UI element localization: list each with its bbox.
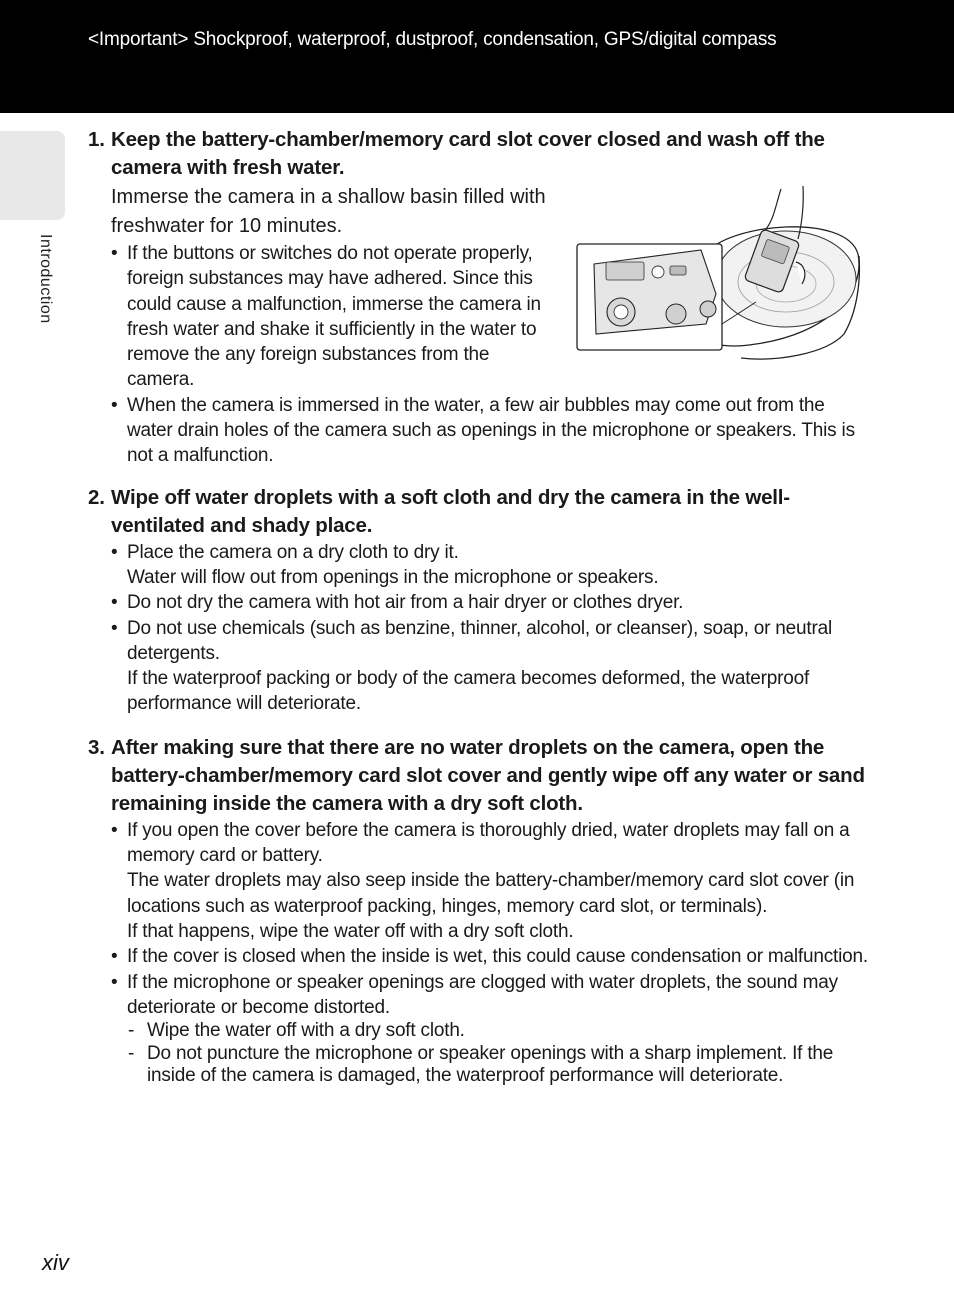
bullet-item: [111, 616, 868, 717]
step-3-bullets: [88, 818, 868, 1088]
step-number: 2.: [88, 485, 105, 509]
step-heading-text: Keep the battery-chamber/memory card slot cover closed and wash off the camera with fresh water.: [111, 128, 825, 179]
section-tab-label: Introduction: [37, 234, 54, 324]
header-title: <Important> Shockproof, waterproof, dustproof, condensation, GPS/digital compass: [88, 29, 777, 50]
step-3: [88, 734, 868, 1088]
step-heading-text: After making sure that there are no water droplets on the camera, open the battery-chamber/memory card slot cover and gently wipe off any water or sand remaining inside the camera with a dry soft cloth.: [111, 735, 865, 815]
bullet-note: Water will flow out from openings in the microphone or speakers.: [127, 566, 659, 588]
bullet-text: • If you open the cover before the camera is thoroughly dried, water droplets may fall on a memory card or battery.: [127, 819, 850, 867]
bullet-item: [111, 970, 868, 1088]
bullet-text: • Place the camera on a dry cloth to dry it.: [127, 541, 459, 563]
step-number: 3.: [88, 735, 105, 759]
page-content: [88, 126, 868, 1088]
step-3-heading: [88, 734, 868, 818]
camera-washing-illustration-icon: [576, 184, 866, 364]
step-1: [88, 126, 868, 469]
bullet-item: [111, 944, 868, 969]
section-tab: [0, 131, 65, 220]
bullet-text: If the cover is closed when the inside is wet, this could cause condensation or malfunction.: [127, 946, 868, 968]
sub-list-item: - Do not puncture the microphone or speaker openings with a sharp implement. If the inside of the camera is damaged, the waterproof performance will deteriorate.: [127, 1043, 868, 1088]
step-2-heading: [88, 484, 868, 540]
bullet-text: If the buttons or switches do not operate properly, foreign substances may have adhered. Since this could cause a malfunction, immerse the camera in fresh water and shake it sufficiently in the water to remove the any foreign substances from the camera.: [127, 243, 541, 391]
step-1-intro: Immerse the camera in a shallow basin filled with freshwater for 10 minutes.: [111, 186, 546, 237]
step-heading-text: Wipe off water droplets with a soft cloth and dry the camera in the well-ventilated and shady place.: [111, 485, 790, 537]
bullet-text: When the camera is immersed in the water, a few air bubbles may come out from the water drain holes of the camera such as openings in the microphone or speakers. This is not a malfunction.: [127, 394, 855, 467]
bullet-item: [111, 540, 868, 591]
page-header: [0, 0, 954, 113]
sub-list-item: - Wipe the water off with a dry soft cloth.: [127, 1020, 868, 1043]
bullet-item: [111, 241, 551, 393]
step-1-heading: [88, 126, 868, 182]
bullet-item: [111, 393, 868, 469]
step-2: [88, 484, 868, 717]
sub-list: [127, 1020, 868, 1088]
bullet-note: If the waterproof packing or body of the camera becomes deformed, the waterproof performance will deteriorate.: [127, 668, 810, 715]
page-number: xiv: [42, 1250, 69, 1275]
bullet-item: [111, 818, 868, 944]
bullet-text: • If the microphone or speaker openings are clogged with water droplets, the sound may deteriorate or become distorted.: [127, 971, 838, 1018]
step-number: 1.: [88, 128, 105, 151]
step-2-bullets: [88, 540, 868, 717]
bullet-text: Do not dry the camera with hot air from a hair dryer or clothes dryer.: [127, 592, 684, 614]
bullet-note: The water droplets may also seep inside the battery-chamber/memory card slot cover (in locations such as waterproof packing, hinges, memory card slot, or terminals).: [127, 870, 855, 917]
bullet-note: If that happens, wipe the water off with a dry soft cloth.: [127, 920, 574, 942]
bullet-item: [111, 590, 868, 615]
bullet-text: • Do not use chemicals (such as benzine, thinner, alcohol, or cleanser), soap, or neutral detergents.: [127, 617, 832, 664]
